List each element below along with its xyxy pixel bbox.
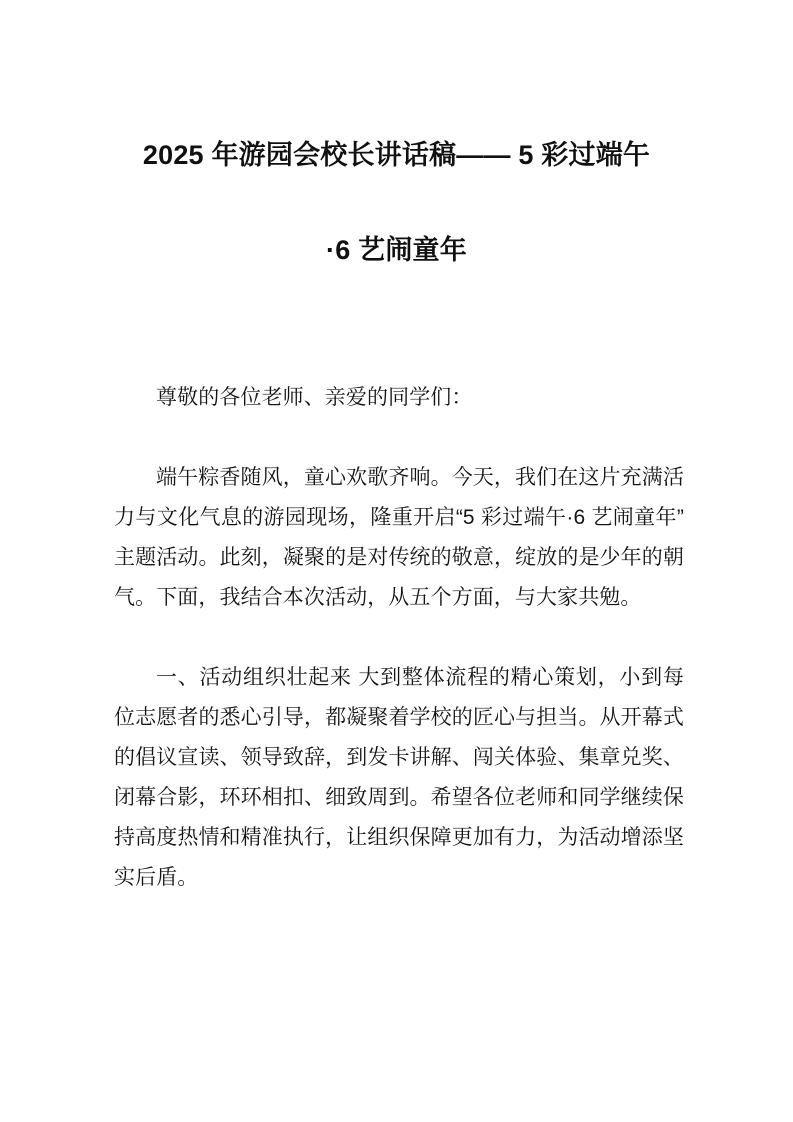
paragraph-section-one: 一、活动组织壮起来 大到整体流程的精心策划，小到每位志愿者的悉心引导，都凝聚着学校的匠心与担当。从开幕式的倡议宣读、领导致辞，到发卡讲解、闯关体验、集章兑奖、闭幕合影，环环相扣、细致周到。希望各位老师和同学继续保持高度热情和精准执行，让组织保障更加有力，为活动增添坚实后盾。 [114, 666, 684, 889]
page-title [0, 132, 793, 273]
title-line-2: ·6 艺闹童年 [326, 235, 467, 265]
title-line-1: 2025 年游园会校长讲话稿—— 5 彩过端午 [142, 140, 651, 170]
document-body [114, 378, 684, 898]
salutation-line: 尊敬的各位老师、亲爱的同学们： [156, 386, 473, 409]
paragraph-opening: 端午粽香随风，童心欢歌齐响。今天，我们在这片充满活力与文化气息的游园现场，隆重开启“5 彩过端午·6 艺闹童年”主题活动。此刻，凝聚的是对传统的敬意，绽放的是少年的朝气。下面，我结合本次活动，从五个方面，与大家共勉。 [114, 466, 684, 609]
